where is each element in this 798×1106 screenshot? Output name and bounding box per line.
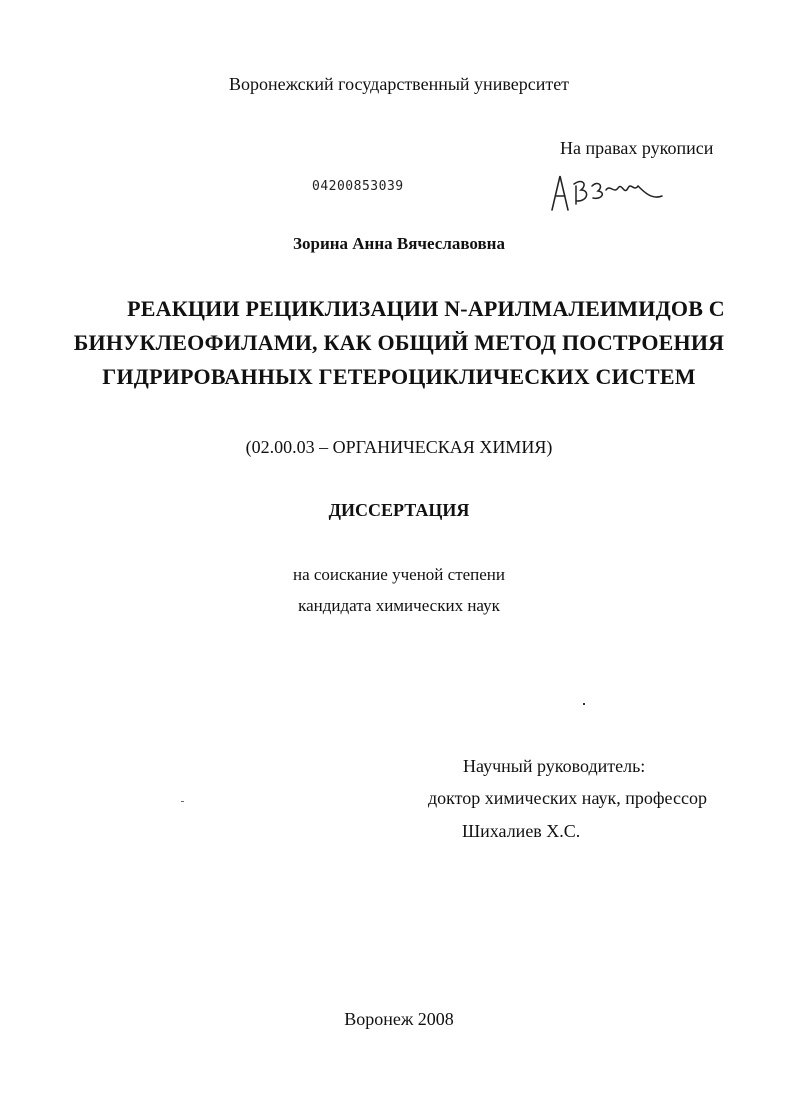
title-line-1: РЕАКЦИИ РЕЦИКЛИЗАЦИИ N-АРИЛМАЛЕИМИДОВ С bbox=[127, 296, 725, 321]
author-name: Зорина Анна Вячеславовна bbox=[293, 234, 505, 253]
scan-speck bbox=[181, 801, 184, 802]
title-line-2: БИНУКЛЕОФИЛАМИ, КАК ОБЩИЙ МЕТОД ПОСТРОЕНИЯ bbox=[73, 330, 725, 355]
scan-speck bbox=[583, 703, 585, 705]
degree-line-2: кандидата химических наук bbox=[298, 596, 500, 615]
handwritten-signature bbox=[548, 170, 666, 216]
title-line-3: ГИДРИРОВАННЫХ ГЕТЕРОЦИКЛИЧЕСКИХ СИСТЕМ bbox=[102, 364, 696, 389]
dissertation-title bbox=[40, 292, 758, 394]
specialty-code: (02.00.03 – ОРГАНИЧЕСКАЯ ХИМИЯ) bbox=[245, 437, 553, 457]
document-type: ДИССЕРТАЦИЯ bbox=[328, 500, 470, 520]
manuscript-rights-note: На правах рукописи bbox=[560, 138, 714, 158]
degree-line-1: на соискание ученой степени bbox=[292, 565, 506, 584]
archive-number: 04200853039 bbox=[312, 179, 404, 194]
supervisor-label: Научный руководитель: bbox=[463, 756, 646, 776]
supervisor-name: Шихалиев Х.С. bbox=[462, 821, 581, 841]
supervisor-title: доктор химических наук, профессор bbox=[428, 788, 707, 808]
university-name: Воронежский государственный университет bbox=[228, 74, 570, 94]
city-year: Воронеж 2008 bbox=[344, 1009, 454, 1029]
